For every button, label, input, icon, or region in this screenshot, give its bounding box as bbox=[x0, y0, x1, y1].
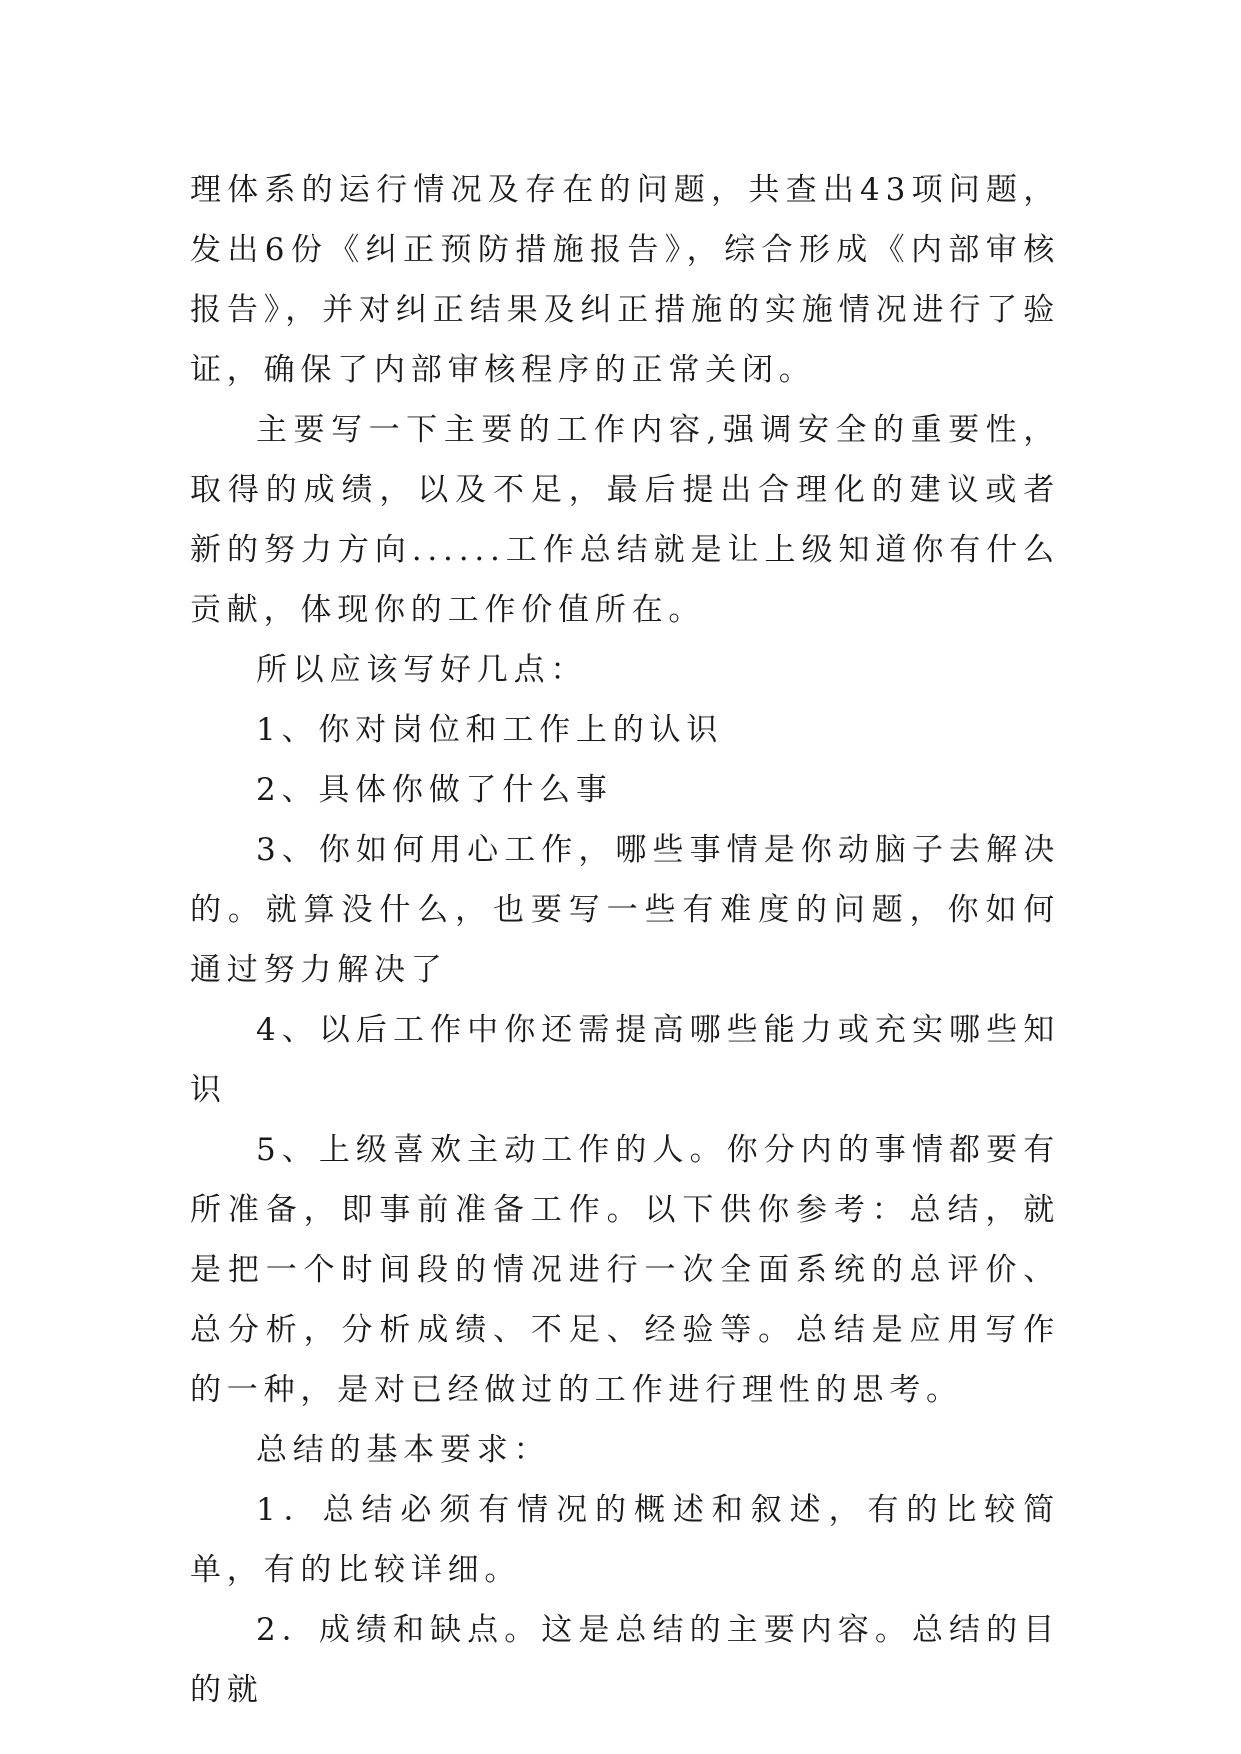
list-item-2: 2、具体你做了什么事 bbox=[256, 772, 613, 808]
paragraph-2: 主要写一下主要的工作内容,强调安全的重要性，取得的成绩，以及不足，最后提出合理化的建议或者新的努力方向......工作总结就是让上级知道你有什么贡献，体现你的工作价值所在。 bbox=[190, 412, 1060, 628]
document-body bbox=[190, 160, 1060, 1720]
list-item-1: 1、你对岗位和工作上的认识 bbox=[256, 712, 724, 748]
requirement-1: 1．总结必须有情况的概述和叙述，有的比较简单，有的比较详细。 bbox=[190, 1492, 1060, 1588]
section-heading: 总结的基本要求： bbox=[256, 1432, 551, 1468]
requirement-2: 2．成绩和缺点。这是总结的主要内容。总结的目的就 bbox=[190, 1612, 1060, 1708]
list-item-4: 4、以后工作中你还需提高哪些能力或充实哪些知识 bbox=[190, 1012, 1060, 1108]
paragraph-1: 理体系的运行情况及存在的问题，共查出43项问题，发出6份《纠正预防措施报告》，综合形成《内部审核报告》，并对纠正结果及纠正措施的实施情况进行了验证，确保了内部审核程序的正常关闭。 bbox=[190, 172, 1060, 388]
list-item-3: 3、你如何用心工作，哪些事情是你动脑子去解决的。就算没什么，也要写一些有难度的问题，你如何通过努力解决了 bbox=[190, 832, 1060, 988]
list-item-5: 5、上级喜欢主动工作的人。你分内的事情都要有所准备，即事前准备工作。以下供你参考：总结，就是把一个时间段的情况进行一次全面系统的总评价、总分析，分析成绩、不足、经验等。总结是应用写作的一种，是对已经做过的工作进行理性的思考。 bbox=[190, 1132, 1060, 1408]
paragraph-3: 所以应该写好几点： bbox=[256, 652, 588, 688]
